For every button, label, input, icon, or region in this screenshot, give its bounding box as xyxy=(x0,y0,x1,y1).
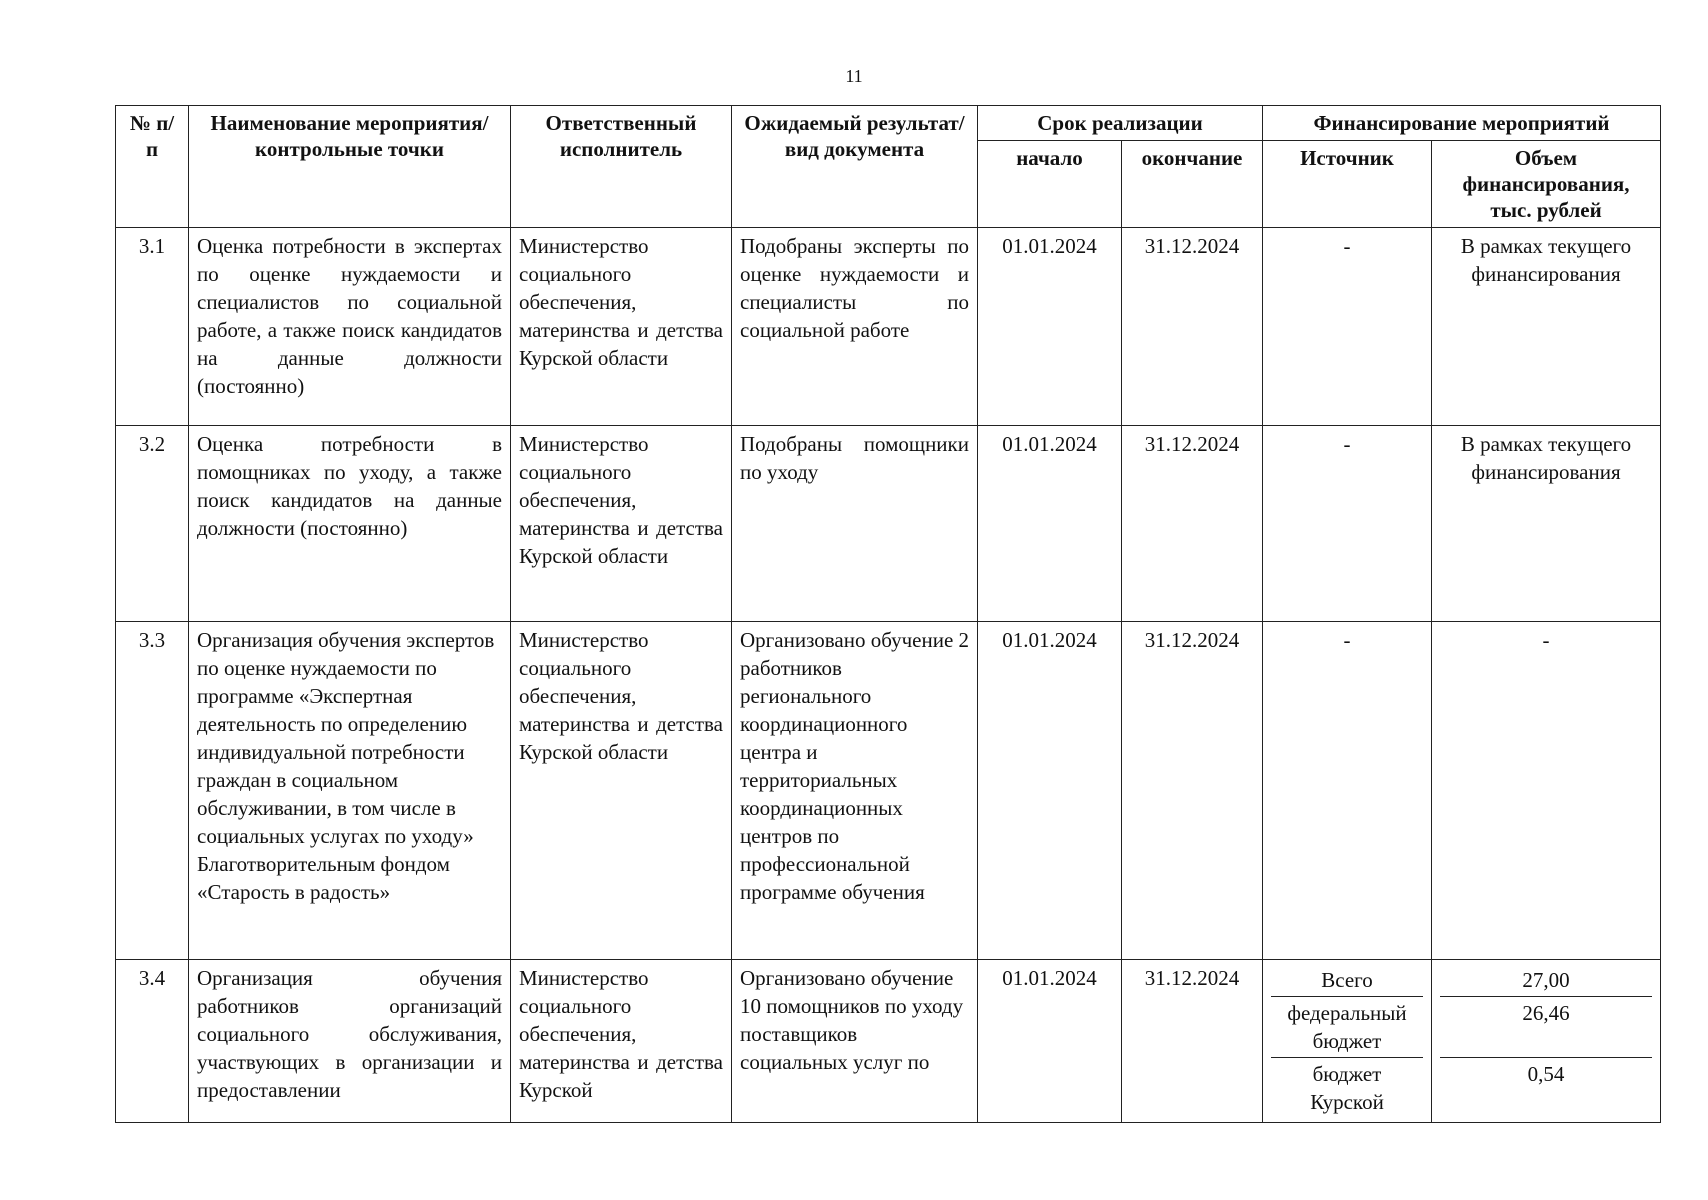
row-source: - xyxy=(1263,426,1432,622)
financing-volume-federal: 26,46 xyxy=(1440,997,1652,1058)
row-end: 31.12.2024 xyxy=(1122,960,1263,1123)
row-start: 01.01.2024 xyxy=(978,228,1122,426)
row-responsible: Министерство социального обеспечения, материнства и детства Курской области xyxy=(511,622,732,960)
row-name: Организация обучения экспертов по оценке нуждаемости по программе «Экспертная деятельность по определению индивидуальной потребности граждан в социальном обслуживании, в том числе в социальных услугах по уходу» Благотворительным фондом «Старость в радость» xyxy=(189,622,511,960)
row-result: Организовано обучение 2 работников регионального координационного центра и территориальных координационных центров по профессиональной программе обучения xyxy=(732,622,978,960)
financing-source-regional: бюджет Курской xyxy=(1310,1062,1384,1114)
table-row xyxy=(116,228,1661,426)
row-num: 3.4 xyxy=(116,960,189,1123)
row-financing-volumes xyxy=(1432,960,1661,1123)
financing-volume-total: 27,00 xyxy=(1440,964,1652,997)
financing-source-federal: федеральный бюджет xyxy=(1271,997,1423,1058)
row-start: 01.01.2024 xyxy=(978,960,1122,1123)
financing-source-total: Всего xyxy=(1271,964,1423,997)
row-responsible: Министерство социального обеспечения, материнства и детства Курской области xyxy=(511,426,732,622)
header-result: Ожидаемый результат/вид документа xyxy=(732,106,978,228)
row-end: 31.12.2024 xyxy=(1122,622,1263,960)
header-num: № п/п xyxy=(116,106,189,228)
row-volume: - xyxy=(1432,622,1661,960)
header-start: начало xyxy=(978,141,1122,228)
page-number: 11 xyxy=(845,66,863,86)
header-name: Наименование мероприятия/контрольные точки xyxy=(189,106,511,228)
financing-volume-regional: 0,54 xyxy=(1527,1062,1565,1086)
header-end: окончание xyxy=(1122,141,1263,228)
header-responsible: Ответственный исполнитель xyxy=(511,106,732,228)
header-period: Срок реализации xyxy=(978,106,1263,141)
row-source: - xyxy=(1263,228,1432,426)
row-num: 3.1 xyxy=(116,228,189,426)
header-source: Источник xyxy=(1263,141,1432,228)
row-name: Оценка потребности в экспертах по оценке нуждаемости и специалистов по социальной работе, а также поиск кандидатов на данные должности (постоянно) xyxy=(189,228,511,426)
header-financing: Финансирование мероприятий xyxy=(1263,106,1661,141)
row-num: 3.3 xyxy=(116,622,189,960)
table-row xyxy=(116,622,1661,960)
table-row xyxy=(116,426,1661,622)
row-financing-sources xyxy=(1263,960,1432,1123)
activities-table xyxy=(115,105,1661,1123)
row-responsible: Министерство социального обеспечения, материнства и детства Курской xyxy=(511,960,732,1123)
row-num: 3.2 xyxy=(116,426,189,622)
row-name: Оценка потребности в помощниках по уходу, а также поиск кандидатов на данные должности (постоянно) xyxy=(189,426,511,622)
table-row xyxy=(116,960,1661,1123)
row-start: 01.01.2024 xyxy=(978,426,1122,622)
row-end: 31.12.2024 xyxy=(1122,228,1263,426)
row-start: 01.01.2024 xyxy=(978,622,1122,960)
row-result: Организовано обучение 10 помощников по уходу поставщиков социальных услуг по xyxy=(732,960,978,1123)
row-result: Подобраны эксперты по оценке нуждаемости и специалисты по социальной работе xyxy=(732,228,978,426)
row-result: Подобраны помощники по уходу xyxy=(732,426,978,622)
row-name: Организация обучения работников организаций социального обслуживания, участвующих в организации и предоставлении xyxy=(189,960,511,1123)
row-responsible: Министерство социального обеспечения, материнства и детства Курской области xyxy=(511,228,732,426)
header-row-1 xyxy=(116,106,1661,141)
header-volume: Объем финансирования, тыс. рублей xyxy=(1432,141,1661,228)
row-volume: В рамках текущего финансирования xyxy=(1432,426,1661,622)
row-source: - xyxy=(1263,622,1432,960)
row-volume: В рамках текущего финансирования xyxy=(1432,228,1661,426)
row-end: 31.12.2024 xyxy=(1122,426,1263,622)
